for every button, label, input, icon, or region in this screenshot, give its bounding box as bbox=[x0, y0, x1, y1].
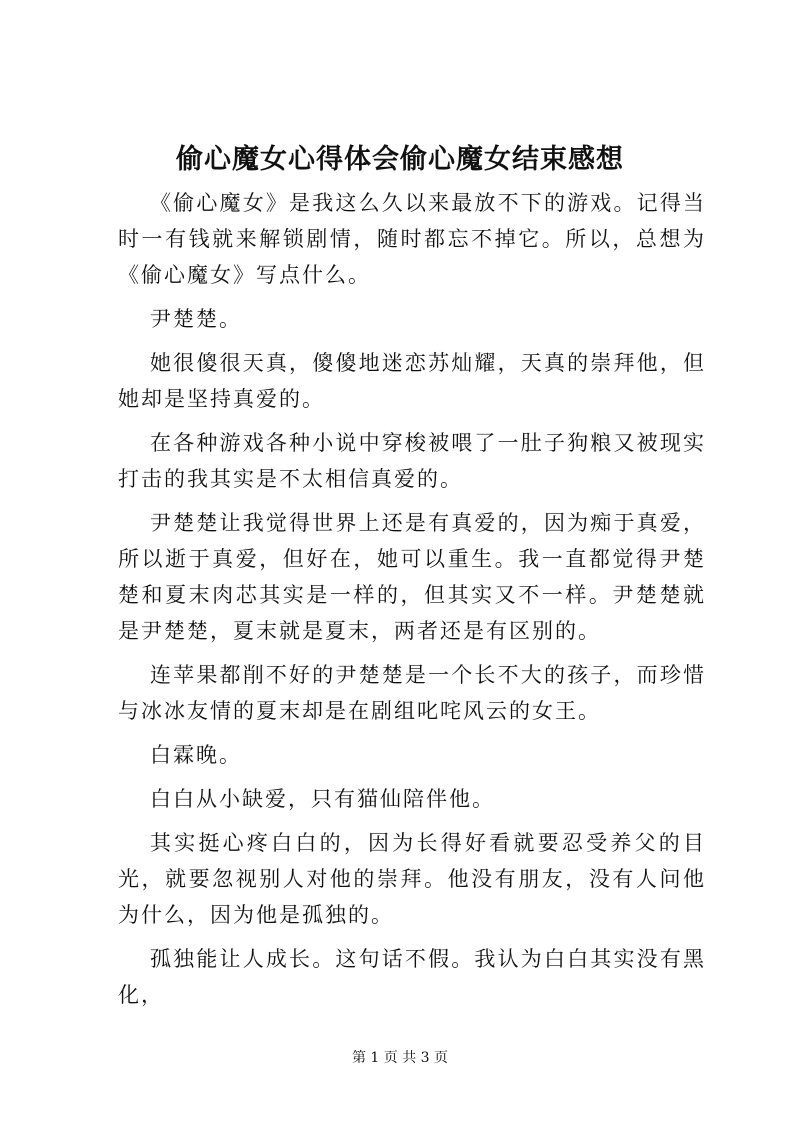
paragraph: 在各种游戏各种小说中穿梭被喂了一肚子狗粮又被现实打击的我其实是不太相信真爱的。 bbox=[118, 431, 706, 491]
document-title: 偷心魔女心得体会偷心魔女结束感想 bbox=[176, 144, 624, 175]
paragraph: 白白从小缺爱，只有猫仙陪伴他。 bbox=[150, 787, 495, 811]
page-number-footer: 第 1 页 共 3 页 bbox=[351, 1050, 449, 1066]
paragraph: 《偷心魔女》是我这么久以来最放不下的游戏。记得当时一有钱就来解锁剧情，随时都忘不掉它。所以，总想为《偷心魔女》写点什么。 bbox=[118, 191, 706, 287]
document-body bbox=[118, 185, 706, 1021]
paragraph: 连苹果都削不好的尹楚楚是一个长不大的孩子，而珍惜与冰冰友情的夏末却是在剧组叱咤风云的女王。 bbox=[118, 663, 706, 723]
paragraph: 白霖晚。 bbox=[150, 743, 242, 767]
paragraph: 其实挺心疼白白的，因为长得好看就要忍受养父的目光，就要忽视别人对他的崇拜。他没有朋友，没有人问他为什么，因为他是孤独的。 bbox=[118, 831, 706, 927]
paragraph: 尹楚楚。 bbox=[150, 307, 242, 331]
paragraph: 孤独能让人成长。这句话不假。我认为白白其实没有黑化， bbox=[118, 947, 706, 1007]
paragraph: 她很傻很天真，傻傻地迷恋苏灿耀，天真的崇拜他，但她却是坚持真爱的。 bbox=[118, 351, 706, 411]
paragraph: 尹楚楚让我觉得世界上还是有真爱的，因为痴于真爱，所以逝于真爱，但好在，她可以重生。我一直都觉得尹楚楚和夏末肉芯其实是一样的，但其实又不一样。尹楚楚就是尹楚楚，夏末就是夏末，两者还是有区别的。 bbox=[118, 511, 706, 643]
